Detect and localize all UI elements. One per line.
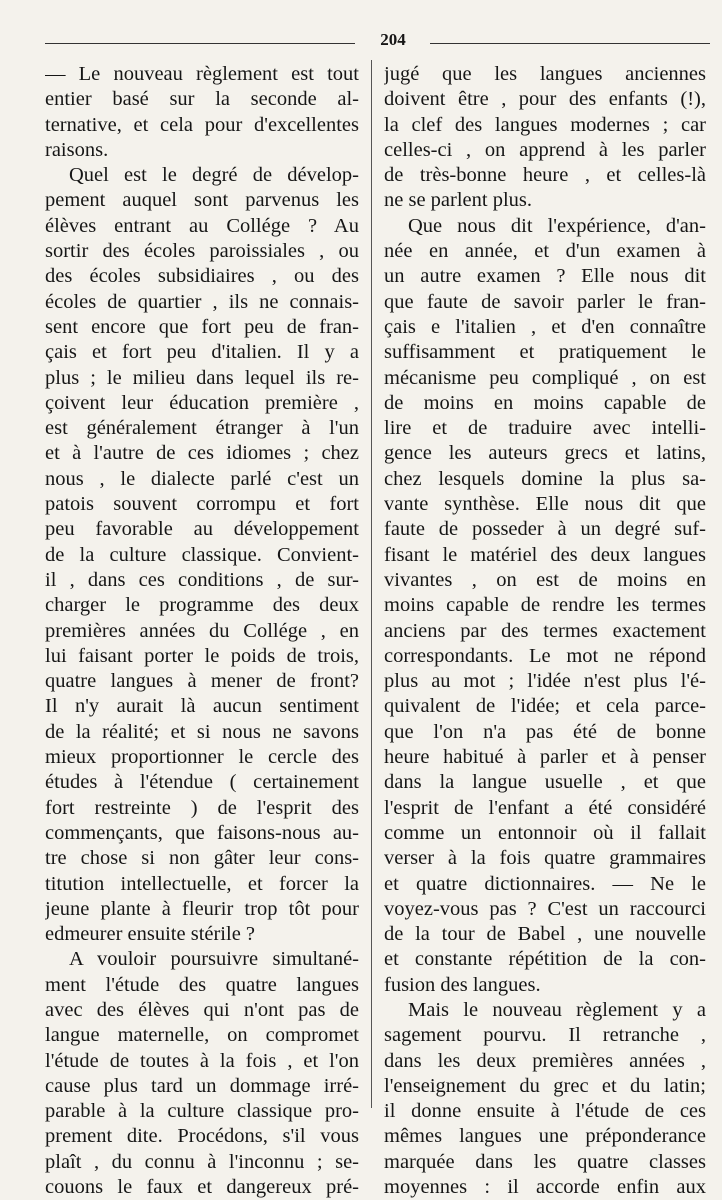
text-line: commençants, que faisons-nous au-	[45, 821, 359, 844]
text-line: Que nous dit l'expérience, d'an-	[408, 214, 706, 237]
text-line: marquée dans les quatre classes	[384, 1150, 706, 1173]
right-column	[384, 62, 706, 1200]
text-line: chez lesquels domine la plus sa-	[384, 467, 706, 490]
text-line: tre chose si non gâter leur cons-	[45, 847, 359, 870]
text-line: quivalent de l'idée; et cela parce-	[384, 695, 706, 718]
text-line: entier basé sur la seconde al-	[45, 88, 359, 111]
text-line: des écoles subsidiaires , ou des	[45, 265, 359, 288]
text-line: anciens par des termes exactement	[384, 619, 706, 642]
text-line: moins capable de rendre les termes	[384, 594, 706, 617]
text-line: parable à la culture classique pro-	[45, 1100, 359, 1123]
text-line: comme un entonnoir où il fallait	[384, 821, 706, 844]
text-line: sortir des écoles paroissiales , ou	[45, 240, 359, 263]
text-line: çais e l'italien , et d'en connaître	[384, 315, 706, 338]
text-line: fort restreinte ) de l'esprit des	[45, 796, 359, 819]
text-line: et quatre dictionnaires. — Ne le	[384, 872, 706, 895]
text-line: patois souvent corrompu et fort	[45, 493, 359, 516]
text-line: dans la langue usuelle , et que	[384, 771, 706, 794]
text-line: que faute de savoir parler le fran-	[384, 290, 706, 313]
text-line: et constante répétition de la con-	[384, 948, 706, 971]
text-line: Quel est le degré de dévelop-	[69, 164, 359, 187]
text-line: lire et de traduire avec intelli-	[384, 417, 706, 440]
text-line: sagement pourvu. Il retranche ,	[384, 1024, 706, 1047]
text-line: plus ; le milieu dans lequel ils re-	[45, 366, 359, 389]
text-line: plaît , du connu à l'inconnu ; se-	[45, 1150, 359, 1173]
text-line: fusion des langues.	[384, 973, 541, 996]
text-line: il donne ensuite à l'étude de ces	[384, 1100, 706, 1123]
text-line: faute de posseder à un degré suf-	[384, 518, 706, 541]
text-line: l'étude de toutes à la fois , et l'on	[45, 1049, 359, 1072]
text-line: suffisamment et pratiquement le	[384, 341, 706, 364]
text-line: mieux proportionner le cercle des	[45, 746, 359, 769]
text-line: écoles de quartier , ils ne connais-	[45, 290, 359, 313]
text-line: un autre examen ? Elle nous dit	[384, 265, 706, 288]
text-line: — Le nouveau règlement est tout	[45, 63, 359, 85]
text-line: avec des élèves qui n'ont pas de	[45, 998, 359, 1021]
text-line: fisant le matériel des deux langues	[384, 543, 706, 566]
text-line: ne se parlent plus.	[384, 189, 533, 212]
text-line: moyennes : il accorde enfin aux	[384, 1176, 706, 1199]
text-line: que l'on n'a pas été de bonne	[384, 720, 706, 743]
text-line: ment l'étude des quatre langues	[45, 973, 359, 996]
text-line: verser à la fois quatre grammaires	[384, 847, 706, 870]
text-line: A vouloir poursuivre simultané-	[69, 948, 359, 971]
text-line: çoivent leur éducation première ,	[45, 391, 359, 414]
text-line: ternative, et cela pour d'excellentes	[45, 113, 359, 136]
text-line: quatre langues à mener de front?	[45, 670, 359, 693]
text-line: raisons.	[45, 138, 109, 161]
text-line: langue maternelle, on compromet	[45, 1024, 359, 1047]
text-line: il , dans ces conditions , de sur-	[45, 568, 359, 591]
text-line: la clef des langues modernes ; car	[384, 113, 706, 136]
text-line: et à l'autre de ces idiomes ; chez	[45, 442, 359, 465]
text-line: lui faisant porter le poids de trois,	[45, 644, 359, 667]
header-rule-left	[45, 43, 355, 44]
text-line: doivent être , pour des enfants (!),	[384, 88, 706, 111]
text-line: est généralement étranger à l'un	[45, 417, 359, 440]
text-line: vivantes , on est de moins en	[384, 568, 706, 591]
text-line: correspondants. Le mot ne répond	[384, 644, 706, 667]
text-line: gence les auteurs grecs et latins,	[384, 442, 706, 465]
text-line: peu favorable au développement	[45, 518, 359, 541]
text-line: prement dite. Procédons, s'il vous	[45, 1125, 359, 1148]
text-line: de la culture classique. Convient-	[45, 543, 359, 566]
text-line: de la réalité; et si nous ne savons	[45, 720, 359, 743]
text-line: l'enseignement du grec et du latin;	[384, 1074, 706, 1097]
column-divider	[371, 60, 372, 1108]
text-line: mêmes langues une préponderance	[384, 1125, 706, 1148]
text-line: couons le faux et dangereux pré-	[45, 1176, 359, 1199]
page-header	[45, 28, 710, 56]
text-line: Il n'y aurait là aucun sentiment	[45, 695, 359, 718]
text-line: l'esprit de l'enfant a été considéré	[384, 796, 706, 819]
text-line: plus au mot ; l'idée n'est plus l'é-	[384, 670, 706, 693]
page-number: 204	[380, 30, 406, 49]
text-line: Mais le nouveau règlement y a	[408, 998, 706, 1021]
text-line: çais et fort peu d'italien. Il y a	[45, 341, 359, 364]
header-rule-right	[430, 43, 710, 44]
text-line: sent encore que fort peu de fran-	[45, 315, 359, 338]
text-line: études à l'étendue ( certainement	[45, 771, 359, 794]
text-line: heure habitué à parler et à penser	[384, 746, 706, 769]
text-line: de très-bonne heure , et celles-là	[384, 164, 706, 187]
text-line: pement auquel sont parvenus les	[45, 189, 359, 212]
text-line: vante synthèse. Elle nous dit que	[384, 493, 706, 516]
text-line: jeune plante à fleurir trop tôt pour	[45, 897, 359, 920]
text-line: jugé que les langues anciennes	[384, 63, 706, 85]
text-line: de moins en moins capable de	[384, 391, 706, 414]
text-line: voyez-vous pas ? C'est un raccourci	[384, 897, 706, 920]
text-line: élèves entrant au Collége ? Au	[45, 214, 359, 237]
text-line: dans les deux premières années ,	[384, 1049, 706, 1072]
text-line: edmeurer ensuite stérile ?	[45, 923, 256, 946]
text-line: de la tour de Babel , une nouvelle	[384, 923, 706, 946]
text-line: née en année, et d'un examen à	[384, 240, 706, 263]
text-line: charger le programme des deux	[45, 594, 359, 617]
text-line: mécanisme peu compliqué , on est	[384, 366, 706, 389]
text-line: celles-ci , on apprend à les parler	[384, 138, 706, 161]
text-line: premières années du Collége , en	[45, 619, 359, 642]
text-line: cause plus tard un dommage irré-	[45, 1074, 359, 1097]
text-line: titution intellectuelle, et forcer la	[45, 872, 359, 895]
text-line: nous , le dialecte parlé c'est un	[45, 467, 359, 490]
left-column	[45, 62, 359, 1200]
